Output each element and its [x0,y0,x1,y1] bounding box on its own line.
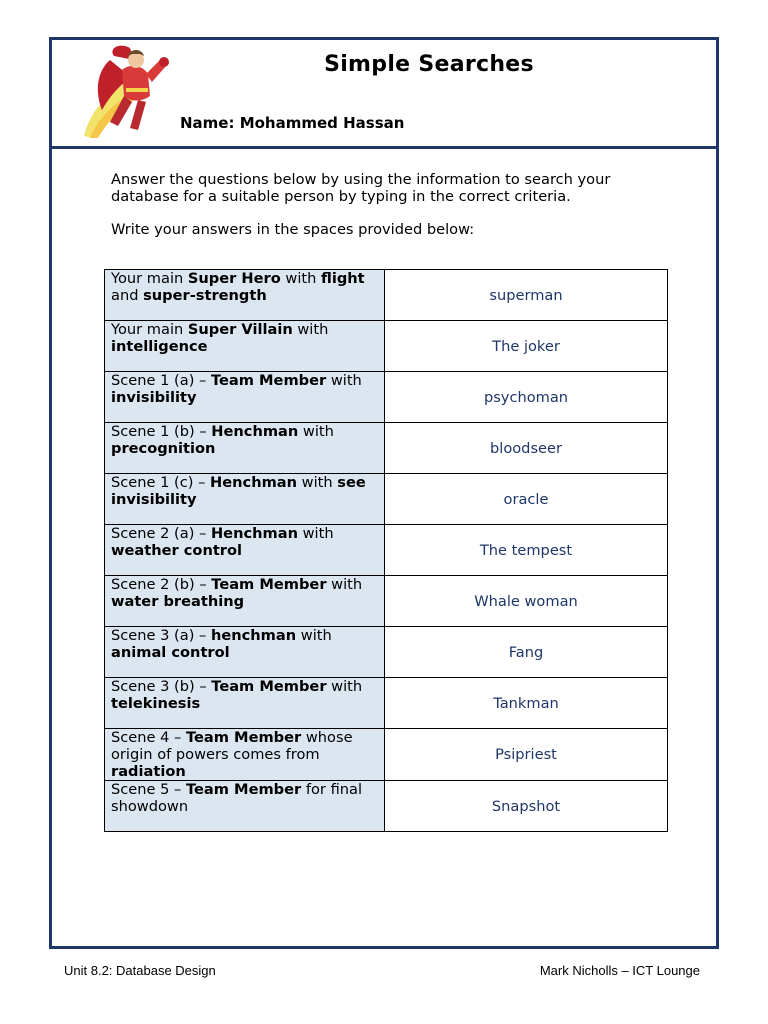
question-cell [105,576,385,627]
question-keyword: see invisibility [111,474,366,508]
question-text: Scene 5 – [111,781,186,798]
question-text: with [297,525,334,542]
question-text: whose origin of powers comes from [111,729,353,763]
question-keyword: intelligence [111,338,208,355]
question-keyword: weather control [111,542,243,559]
table-row [105,423,668,474]
worksheet-header [52,40,716,149]
table-row [105,781,668,832]
question-text: Your main [111,270,188,287]
answer-cell[interactable]: oracle [385,474,668,525]
table-row [105,729,668,781]
question-keyword: Super Villain [187,321,293,338]
answer-cell[interactable]: bloodseer [385,423,668,474]
question-text: with [292,321,329,338]
question-text: Scene 1 (a) – [111,372,211,389]
question-keyword: super-strength [143,287,267,304]
answer-cell[interactable]: Tankman [385,678,668,729]
footer-unit: Unit 8.2: Database Design [64,963,216,978]
table-row [105,576,668,627]
answer-cell[interactable]: Whale woman [385,576,668,627]
question-text: Scene 2 (b) – [111,576,212,593]
question-cell [105,678,385,729]
instruction-text: Answer the questions below by using the information to search your database for a suitable person by typing in the correct criteria. [111,171,611,205]
question-text: for final showdown [111,781,363,815]
question-keyword: Henchman [211,423,299,440]
question-text: Scene 2 (a) – [111,525,211,542]
question-keyword: radiation [111,763,186,780]
question-keyword: precognition [111,440,216,457]
page-title: Simple Searches [324,52,534,77]
table-row [105,474,668,525]
question-keyword: flight [321,270,365,287]
question-text: Scene 1 (b) – [111,423,212,440]
question-cell [105,321,385,372]
question-text: with [326,678,363,695]
question-keyword: telekinesis [111,695,201,712]
question-cell [105,423,385,474]
question-cell [105,781,385,832]
question-cell [105,525,385,576]
question-text: Scene 1 (c) – [111,474,211,491]
table-row [105,372,668,423]
answer-cell[interactable]: Snapshot [385,781,668,832]
question-keyword: Henchman [210,474,298,491]
question-text: with [296,627,332,644]
table-row [105,627,668,678]
question-text: Your main [111,321,188,338]
question-keyword: Team Member [210,372,327,389]
question-keyword: Team Member [211,576,327,593]
question-text: with [280,270,322,287]
table-row [105,678,668,729]
question-text: with [298,423,334,440]
question-text: Scene 3 (b) – [111,678,212,695]
question-keyword: animal control [111,644,230,661]
answer-cell[interactable]: The joker [385,321,668,372]
table-row [105,270,668,321]
instructions [111,171,671,254]
question-keyword: Team Member [186,729,302,746]
question-cell [105,627,385,678]
table-row [105,321,668,372]
question-keyword: Team Member [186,781,302,798]
footer-author: Mark Nicholls – ICT Lounge [539,963,700,978]
answer-cell[interactable]: superman [385,270,668,321]
answer-cell[interactable]: The tempest [385,525,668,576]
question-cell [105,474,385,525]
question-cell [105,729,385,781]
answer-cell[interactable]: Fang [385,627,668,678]
question-text: and [111,287,144,304]
question-text: Scene 4 – [111,729,186,746]
question-cell [105,372,385,423]
question-keyword: water breathing [111,593,245,610]
student-name: Name: Mohammed Hassan [180,114,405,132]
superhero-logo-icon [80,40,172,140]
table-row [105,525,668,576]
answer-cell[interactable]: Psipriest [385,729,668,781]
question-keyword: invisibility [111,389,197,406]
question-text: with [326,576,363,593]
question-keyword: Team Member [211,678,327,695]
answers-table [104,269,668,832]
question-keyword: Super Hero [187,270,281,287]
question-keyword: Henchman [210,525,298,542]
worksheet-frame [49,37,719,949]
question-text: with [326,372,362,389]
question-text: with [297,474,338,491]
answer-cell[interactable]: psychoman [385,372,668,423]
question-keyword: henchman [210,627,297,644]
question-cell [105,270,385,321]
instruction-text-secondary: Write your answers in the spaces provided below: [111,221,475,238]
question-text: Scene 3 (a) – [111,627,211,644]
